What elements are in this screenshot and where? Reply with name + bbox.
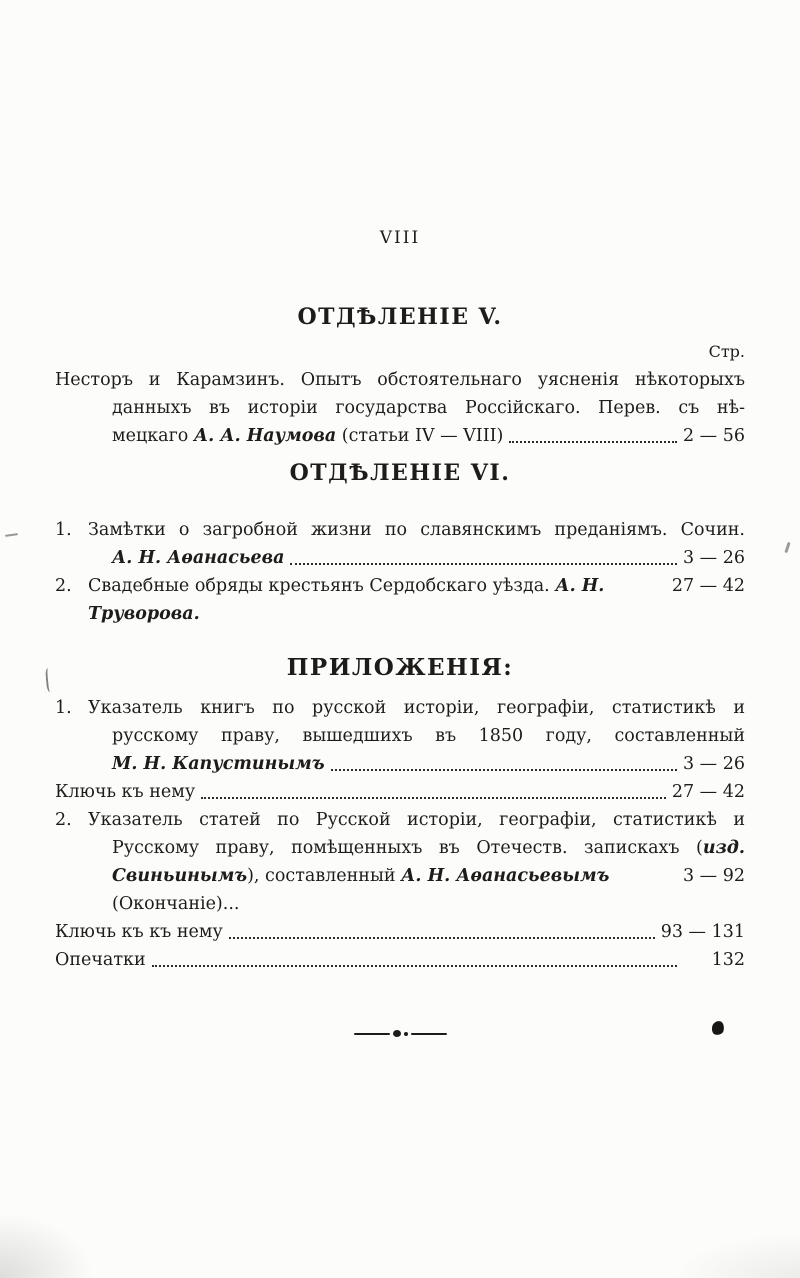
dot-leader [152, 965, 677, 967]
entry-lines [55, 516, 745, 628]
scan-artifact [5, 533, 18, 537]
entry-text [88, 516, 745, 544]
entry-text [112, 862, 673, 918]
entry-number: 2. [55, 810, 72, 830]
page-range: 2 — 56 [682, 426, 745, 446]
text-segment: Ключь къ къ нему [55, 922, 223, 942]
toc-line [55, 694, 745, 722]
page-folio: VIII [379, 228, 421, 248]
author-name: М. Н. Капустинымъ [112, 754, 325, 774]
toc-line [55, 918, 745, 946]
entry-number: 1. [55, 520, 72, 540]
text-segment: Свадебные обряды крестьянъ Сердобскаго уѣзда. [88, 576, 556, 596]
toc-line [55, 834, 745, 862]
entry-number: 1. [55, 698, 72, 718]
entry-text [112, 722, 745, 750]
author-name: Свиньинымъ [112, 866, 248, 886]
author-name: А. А. Наумова [193, 426, 337, 446]
entry-text [88, 572, 662, 628]
ornament-dot [404, 1032, 408, 1036]
entry-lines [55, 366, 745, 450]
scan-artifact [784, 542, 790, 553]
dot-leader [229, 937, 655, 939]
ornament-dot [393, 1030, 401, 1037]
page-range: 132 [711, 950, 745, 970]
author-name: А. Н. Аѳанасьева [112, 548, 285, 568]
entry-text [55, 778, 195, 806]
ornament-line [411, 1033, 447, 1035]
section-heading: ОТДѢЛЕНІЕ V. [297, 304, 503, 330]
page-range: 3 — 26 [682, 754, 745, 774]
dot-leader [201, 797, 666, 799]
toc-line [55, 750, 745, 778]
text-segment: ), составленный [247, 866, 402, 886]
text-segment: Ключь къ нему [55, 782, 196, 802]
page-range: 93 — 131 [660, 922, 745, 942]
toc-section [55, 460, 745, 628]
entry-text [88, 694, 745, 722]
section-heading: ОТДѢЛЕНІЕ VI. [289, 460, 511, 486]
toc [55, 304, 745, 974]
text-segment: (статьи IV — VIII) [336, 426, 504, 446]
toc-line [55, 722, 745, 750]
toc-line [55, 572, 745, 628]
ornament-divider [0, 1030, 800, 1037]
page-range: 27 — 42 [671, 782, 745, 802]
text-segment: русскому праву, вышедшихъ въ 1850 году, составленный [112, 726, 745, 746]
entry-text [55, 918, 223, 946]
entry-text [55, 946, 146, 974]
text-segment: Несторъ и Карамзинъ. Опытъ обстоятельнаго уясненія нѣкоторыхъ [55, 370, 745, 390]
entry-text [112, 394, 745, 422]
page-range: 3 — 92 [682, 866, 745, 886]
section-heading: ПРИЛОЖЕНІЯ: [286, 654, 514, 681]
toc-line [55, 366, 745, 394]
toc-line [55, 544, 745, 572]
dot-leader [509, 441, 677, 443]
entry-text [112, 544, 284, 572]
toc-line [55, 778, 745, 806]
page-column-label: Стр. [708, 342, 745, 361]
text-segment: данныхъ въ исторіи государства Россійскаго. Перев. съ нѣ- [112, 398, 745, 418]
toc-line [55, 862, 745, 918]
author-name: изд. [702, 838, 745, 858]
entry-text [55, 366, 745, 394]
entry-text [112, 750, 325, 778]
dot-leader [331, 769, 677, 771]
toc-line [55, 806, 745, 834]
entry-text [112, 834, 745, 862]
entry-lines [55, 694, 745, 974]
ornament-line [354, 1033, 390, 1035]
page-range: 3 — 26 [682, 548, 745, 568]
author-name: А. Н. Труворова. [88, 576, 611, 624]
text-segment: (Окончаніе)... [112, 866, 615, 914]
text-segment: Замѣтки о загробной жизни по славянскимъ преданіямъ. Сочин. [88, 520, 745, 540]
toc-line [55, 422, 745, 450]
toc-section [55, 654, 745, 974]
dot-leader [290, 563, 677, 565]
text-segment: Опечатки [55, 950, 146, 970]
text-segment: Указатель книгъ по русской исторіи, географіи, статистикѣ и [88, 698, 745, 718]
toc-line [55, 946, 745, 974]
scan-artifact [45, 668, 53, 692]
author-name: А. Н. Аѳанасьевымъ [401, 866, 610, 886]
toc-line [55, 394, 745, 422]
text-segment: Указатель статей по Русской исторіи, географіи, статистикѣ и [88, 810, 745, 830]
entry-text [88, 806, 745, 834]
toc-line [55, 516, 745, 544]
entry-text [112, 422, 503, 450]
text-segment: мецкаго [112, 426, 194, 446]
text-segment: Русскому праву, помѣщенныхъ въ Отечеств. запискахъ ( [112, 838, 703, 858]
entry-number: 2. [55, 576, 72, 596]
toc-section [55, 304, 745, 450]
page-range: 27 — 42 [671, 576, 745, 596]
